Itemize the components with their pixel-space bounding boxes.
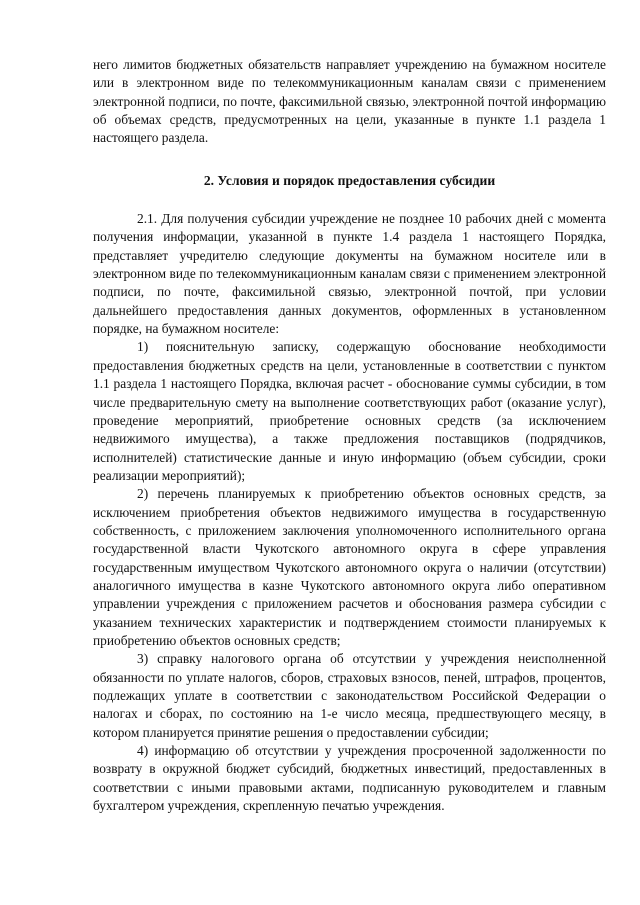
- list-item-3: 3) справку налогового органа об отсутствии у учреждения неисполненной обязанности по уплате налогов, сборов, страховых взносов, пеней, штрафов, процентов, подлежащих уплате в соответствии с законодательством Российской Федерации о налогах и сборах, по состоянию на 1-е число месяца, предшествующего месяцу, в котором планируется принятие решения о предоставлении субсидии;: [93, 651, 606, 740]
- paragraph-2-1: 2.1. Для получения субсидии учреждение не позднее 10 рабочих дней с момента получения информации, указанной в пункте 1.4 раздела 1 настоящего Порядка, представляет учредителю следующие документы на бумажном носителе или в электронном виде по телекоммуникационным каналам связи с применением электронной подписи, по почте, факсимильной связью, электронной почтой, при условии дальнейшего предоставления данных документов, оформленных в установленном порядке, на бумажном носителе:: [93, 211, 606, 337]
- section-heading: 2. Условия и порядок предоставления субсидии: [203, 172, 496, 188]
- list-item-1: 1) пояснительную записку, содержащую обоснование необходимости предоставления бюджетных средств на цели, установленные в соответствии с пунктом 1.1 раздела 1 настоящего Порядка, включая расчет - обоснование суммы субсидии, в том числе предварительную смету на выполнение соответствующих работ (оказание услуг), проведение мероприятий, приобретение основных средств (за исключением недвижимого имущества), а также предложения поставщиков (подрядчиков, исполнителей) статистические данные и иную информацию (объем субсидии, сроки реализации мероприятий);: [93, 339, 606, 483]
- list-item-4: 4) информацию об отсутствии у учреждения просроченной задолженности по возврату в окружной бюджет субсидий, бюджетных инвестиций, предоставленных в соответствии с иными правовыми актами, подписанную руководителем и главным бухгалтером учреждения, скрепленную печатью учреждения.: [93, 743, 606, 814]
- lead-paragraph: него лимитов бюджетных обязательств направляет учреждению на бумажном носителе или в электронном виде по телекоммуникационным каналам связи с применением электронной подписи, по почте, факсимильной связью, электронной почтой информацию об объемах средств, предусмотренных на цели, указанные в пункте 1.1 раздела 1 настоящего раздела.: [93, 57, 606, 146]
- list-item-2: 2) перечень планируемых к приобретению объектов основных средств, за исключением приобретения объектов недвижимого имущества в государственную собственность, с приложением заключения уполномоченного исполнительного органа государственной власти Чукотского автономного округа в сфере управления государственным имуществом Чукотского автономного округа о наличии (отсутствии) аналогичного имущества в казне Чукотского автономного округа либо оперативном управлении учреждения с приложением расчетов и обоснования размера субсидии с указанием технических характеристик и подтверждением стоимости планируемых к приобретению объектов основных средств;: [93, 486, 606, 648]
